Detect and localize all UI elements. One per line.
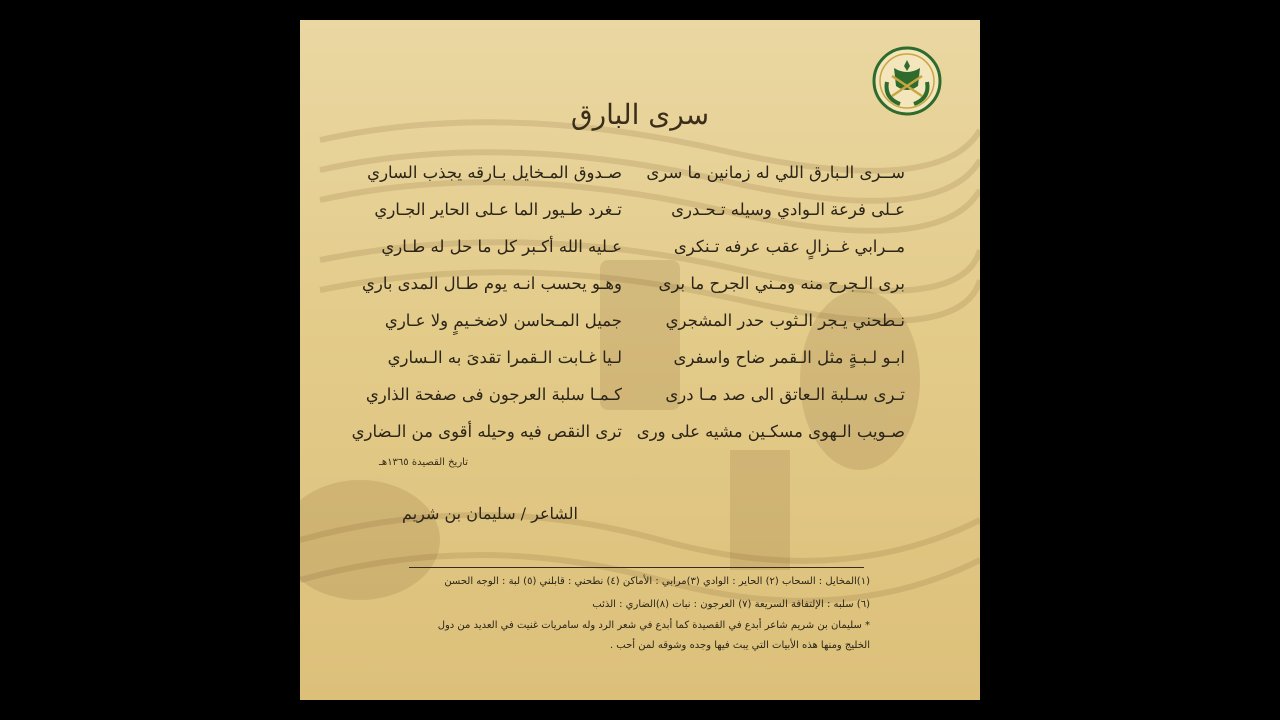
verse-right-2: عـلى فرعة الـوادي وسيله تـحـدرى xyxy=(671,200,905,219)
verse-right-3: مــرابي غــزالٍ عقب عرفه تـنكرى xyxy=(673,237,905,256)
verse-right-1: ســرى الـبارق اللي له زمانين ما سرى xyxy=(646,163,905,182)
verse-right-8: صـويب الـهوى مسكـين مشيه على ورى xyxy=(636,422,905,441)
verse-left-1: صـدوق المـخايل بـارقه يجذب الساري xyxy=(367,163,622,182)
verse-left-4: وهـو يحسب انـه يوم طـال المدى باري xyxy=(361,274,622,293)
footnote-line-4: الخليج ومنها هذه الأبيات التي يبث فيها وجده وشوقه لمن أحب . xyxy=(609,640,870,651)
poem-title: سرى البارق xyxy=(570,98,710,131)
verse-right-4: برى الـجرح منه ومـني الجرح ما برى xyxy=(658,274,905,293)
footnote-line-1: (١)المخايل : السحاب (٢) الحاير : الوادي (٣)مرابي : الأماكن (٤) نطحني : قابلني (٥) لبة : الوجه الحسن xyxy=(444,576,870,587)
poet-name: الشاعر / سليمان بن شريم xyxy=(402,504,578,523)
footnote-line-2: (٦) سلبه : الإلتفافة السريعة (٧) العرجون : نبات (٨)الضاري : الذئب xyxy=(592,599,870,610)
verse-left-7: كـمـا سلبة العرجون فى صفحة الذاري xyxy=(365,385,622,404)
footnote-divider xyxy=(409,567,864,568)
verse-left-8: ترى النقص فيه وحيله أقوى من الـضاري xyxy=(351,422,622,441)
verse-left-5: جميل المـحاسن لاضخـيمٍ ولا عـاري xyxy=(384,311,622,330)
document-page xyxy=(300,20,980,700)
poem-date: تاريخ القصيدة ١٣٦٥هـ xyxy=(378,457,468,468)
verse-right-5: نـطحني يـجر الـثوب حدر المشجري xyxy=(665,311,905,330)
footnote-line-3: * سليمان بن شريم شاعر أبدع في القصيدة كما أبدع في شعر الرد وله سامريات غنيت في العديد من دول xyxy=(437,620,870,631)
verse-right-6: ابـو لـبـةٍ مثل الـقمر ضاح واسفرى xyxy=(673,348,905,367)
verse-left-3: عـليه الله أكـبر كل ما حل له طـاري xyxy=(381,237,622,256)
verse-left-6: لـيا غـابت الـقمرا تقدىَ به الـساري xyxy=(387,348,622,367)
verse-right-7: تـرى سـلبة الـعاتق الى صد مـا درى xyxy=(665,385,905,404)
verse-left-2: تـغرد طـيور الما عـلى الحاير الجـاري xyxy=(374,200,622,219)
